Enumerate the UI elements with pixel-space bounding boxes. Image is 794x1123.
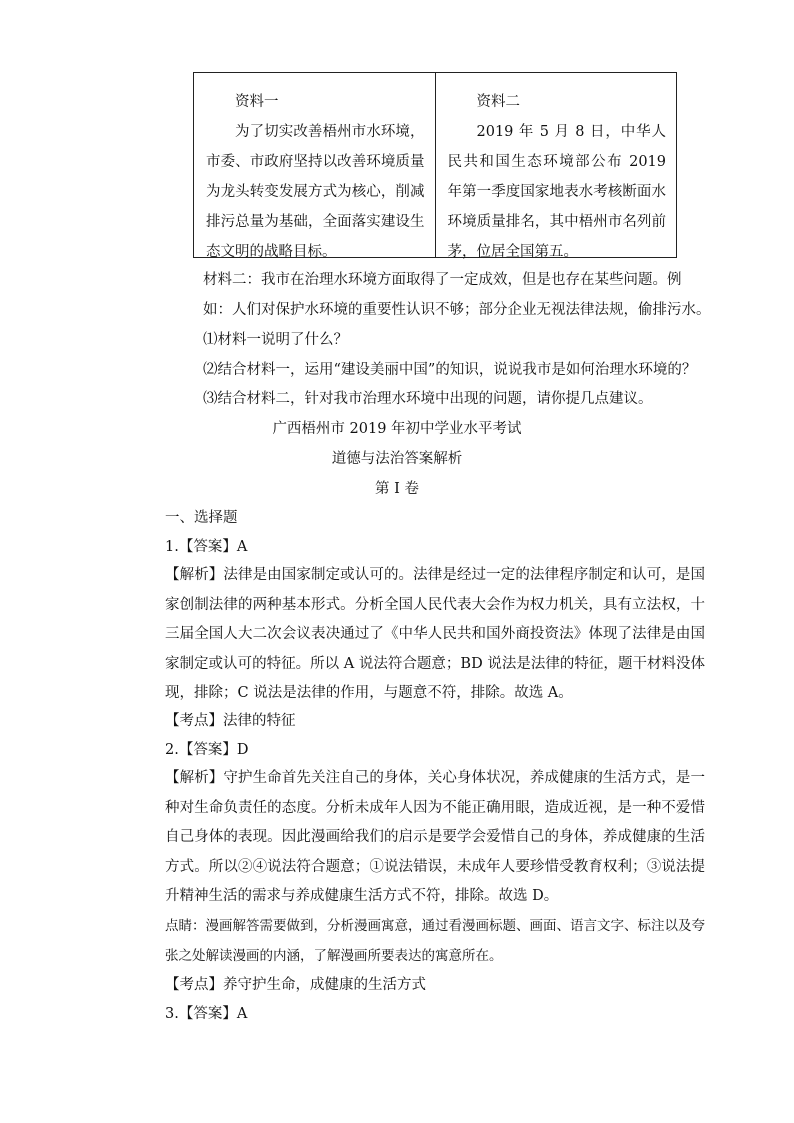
material-two-cell — [436, 73, 677, 260]
material-two-line-1: 材料二：我市在治理水环境方面取得了一定成效，但是也存在某些问题。例 — [203, 272, 682, 288]
answer-title: 道德与法治答案解析 — [331, 451, 463, 467]
q1-answer: 1.【答案】A — [165, 539, 248, 555]
q3-answer: 3.【答案】A — [165, 1006, 248, 1022]
materials-table — [193, 72, 677, 258]
q2-tip: 点睛：漫画解答需要做到，分析漫画寓意，通过看漫画标题、画面、语言文字、标注以及夸张之处解读漫画的内涵，了解漫画所要表达的寓意所在。 — [165, 918, 705, 964]
material-one-cell — [194, 73, 436, 260]
question-1: ⑴材料一说明了什么？ — [203, 332, 348, 348]
q2-point: 【考点】养守护生命，成健康的生活方式 — [165, 977, 426, 993]
material-two-line-2: 如：人们对保护水环境的重要性认识不够；部分企业无视法律法规，偷排污水。 — [203, 302, 711, 318]
material-one-title: 资料一 — [235, 94, 279, 110]
q1-point: 【考点】法律的特征 — [165, 713, 296, 729]
question-2: ⑵结合材料一，运用“建设美丽中国”的知识，说说我市是如何治理水环境的？ — [203, 362, 697, 378]
exam-title: 广西梧州市 2019 年初中学业水平考试 — [272, 421, 522, 437]
material-two-title: 资料二 — [476, 94, 520, 110]
material-two-text: 2019 年 5 月 8 日，中华人民共和国生态环境部公布 2019 年第一季度国家地表水考核断面水环境质量排名，其中梧州市名列前茅，位居全国第五。 — [447, 124, 666, 260]
q1-analysis: 【解析】法律是由国家制定或认可的。法律是经过一定的法律程序制定和认可，是国家创制法律的两种基本形式。分析全国人民代表大会作为权力机关，具有立法权，十三届全国人大二次会议表决通过了《中华人民共和国外商投资法》体现了法律是由国家制定或认可的特征。所以 A 说法符合题意；BD 说法是法律的特征，题干材料没体现，排除；C 说法是法律的作用，与题意不符，排除。故选 A。 — [165, 567, 705, 701]
q2-analysis: 【解析】守护生命首先关注自己的身体，关心身体状况，养成健康的生活方式，是一种对生命负责任的态度。分析未成年人因为不能正确用眼，造成近视，是一种不爱惜自己身体的表现。因此漫画给我们的启示是要学会爱惜自己的身体，养成健康的生活方式。所以②④说法符合题意；①说法错误，未成年人要珍惜受教育权利；③说法提升精神生活的需求与养成健康生活方式不符，排除。故选 D。 — [165, 770, 705, 904]
question-3: ⑶结合材料二，针对我市治理水环境中出现的问题，请你提几点建议。 — [203, 391, 653, 407]
section-heading: 一、选择题 — [165, 510, 238, 526]
material-one-text: 为了切实改善梧州市水环境，市委、市政府坚持以改善环境质量为龙头转变发展方式为核心，削减排污总量为基础，全面落实建设生态文明的战略目标。 — [206, 124, 425, 260]
q2-answer: 2.【答案】D — [165, 742, 249, 758]
volume-label: 第 I 卷 — [375, 481, 419, 497]
